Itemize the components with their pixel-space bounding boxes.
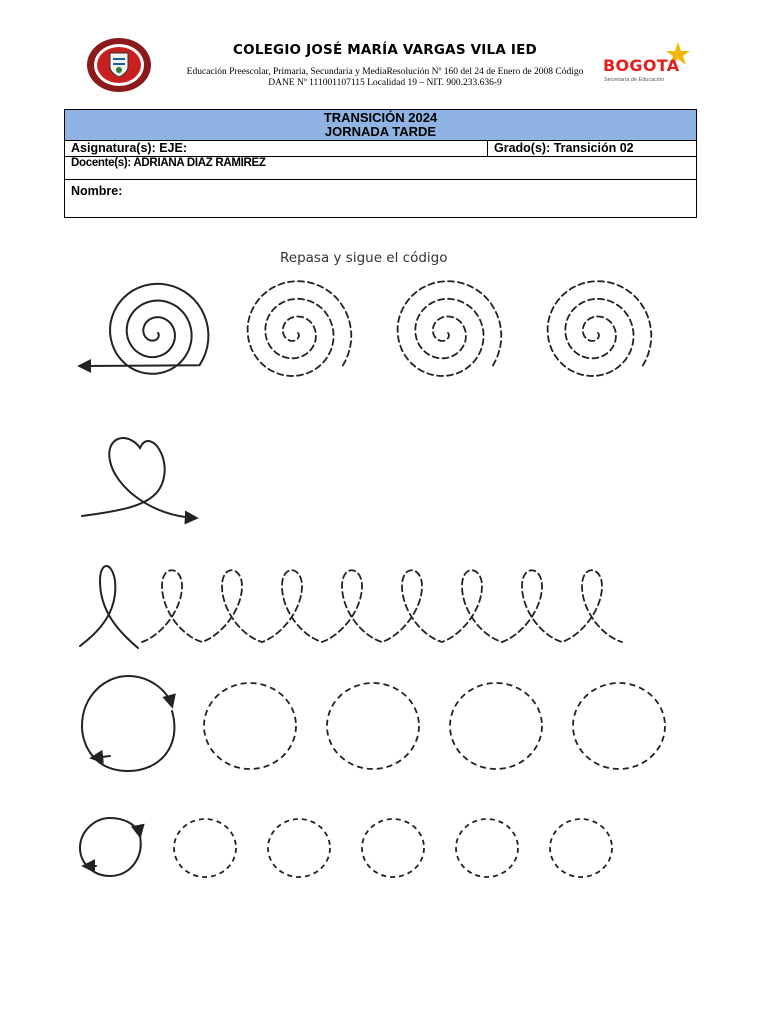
small-circle-dashed [362,819,424,877]
small-circle-dashed [550,819,612,877]
bogota-logo [600,40,692,86]
spiral-dashed [248,281,352,376]
info-table [64,109,697,218]
school-crest-icon [86,37,152,93]
school-details-line1: Educación Preescolar, Primaria, Secundaria y MediaResolución Nº 160 del 24 de Enero de 2008 Código [186,67,584,77]
tracing-worksheet [0,226,768,906]
worksheet-title: Repasa y sigue el código [280,250,448,266]
logo-subtitle: Secretaría de Educación [604,77,665,83]
subject-cell: Asignatura(s): EJE: [65,141,488,157]
large-loops-row [82,438,196,518]
large-circle-model-tail [92,756,110,758]
spiral-dashed [548,281,652,376]
large-circle-dashed [450,683,542,769]
narrow-loops-row [80,566,622,648]
spiral-dashed [398,281,502,376]
school-name: COLEGIO JOSÉ MARÍA VARGAS VILA IED [233,42,537,58]
name-cell: Nombre: [65,180,697,218]
tracing-patterns [0,226,768,906]
document-header [0,0,768,110]
table-title [65,110,697,141]
small-circles-row [80,818,612,877]
large-circle-dashed [204,683,296,769]
small-circle-dashed [456,819,518,877]
logo-wordmark: BOGOTA [603,56,680,75]
small-circle-dashed [268,819,330,877]
large-loop-model [82,438,196,518]
small-circle-model [80,818,141,876]
table-title-line1: TRANSICIÓN 2024 [323,110,438,125]
grade-cell: Grado(s): Transición 02 [488,141,697,157]
large-circle-dashed [327,683,419,769]
school-details [160,67,610,89]
narrow-loop-model [80,566,138,648]
narrow-loops-dashed [142,570,622,642]
spiral-row [80,281,651,376]
teacher-cell: Docente(s): ADRIANA DIAZ RAMIREZ [65,157,697,180]
large-circle-dashed [573,683,665,769]
table-title-line2: JORNADA TARDE [324,124,437,139]
school-details-line2: DANE Nº 111001107115 Localidad 19 – NIT. 900.233.636-9 [268,78,502,88]
large-circles-row [82,676,665,771]
small-circle-dashed [174,819,236,877]
spiral-model [80,284,208,374]
